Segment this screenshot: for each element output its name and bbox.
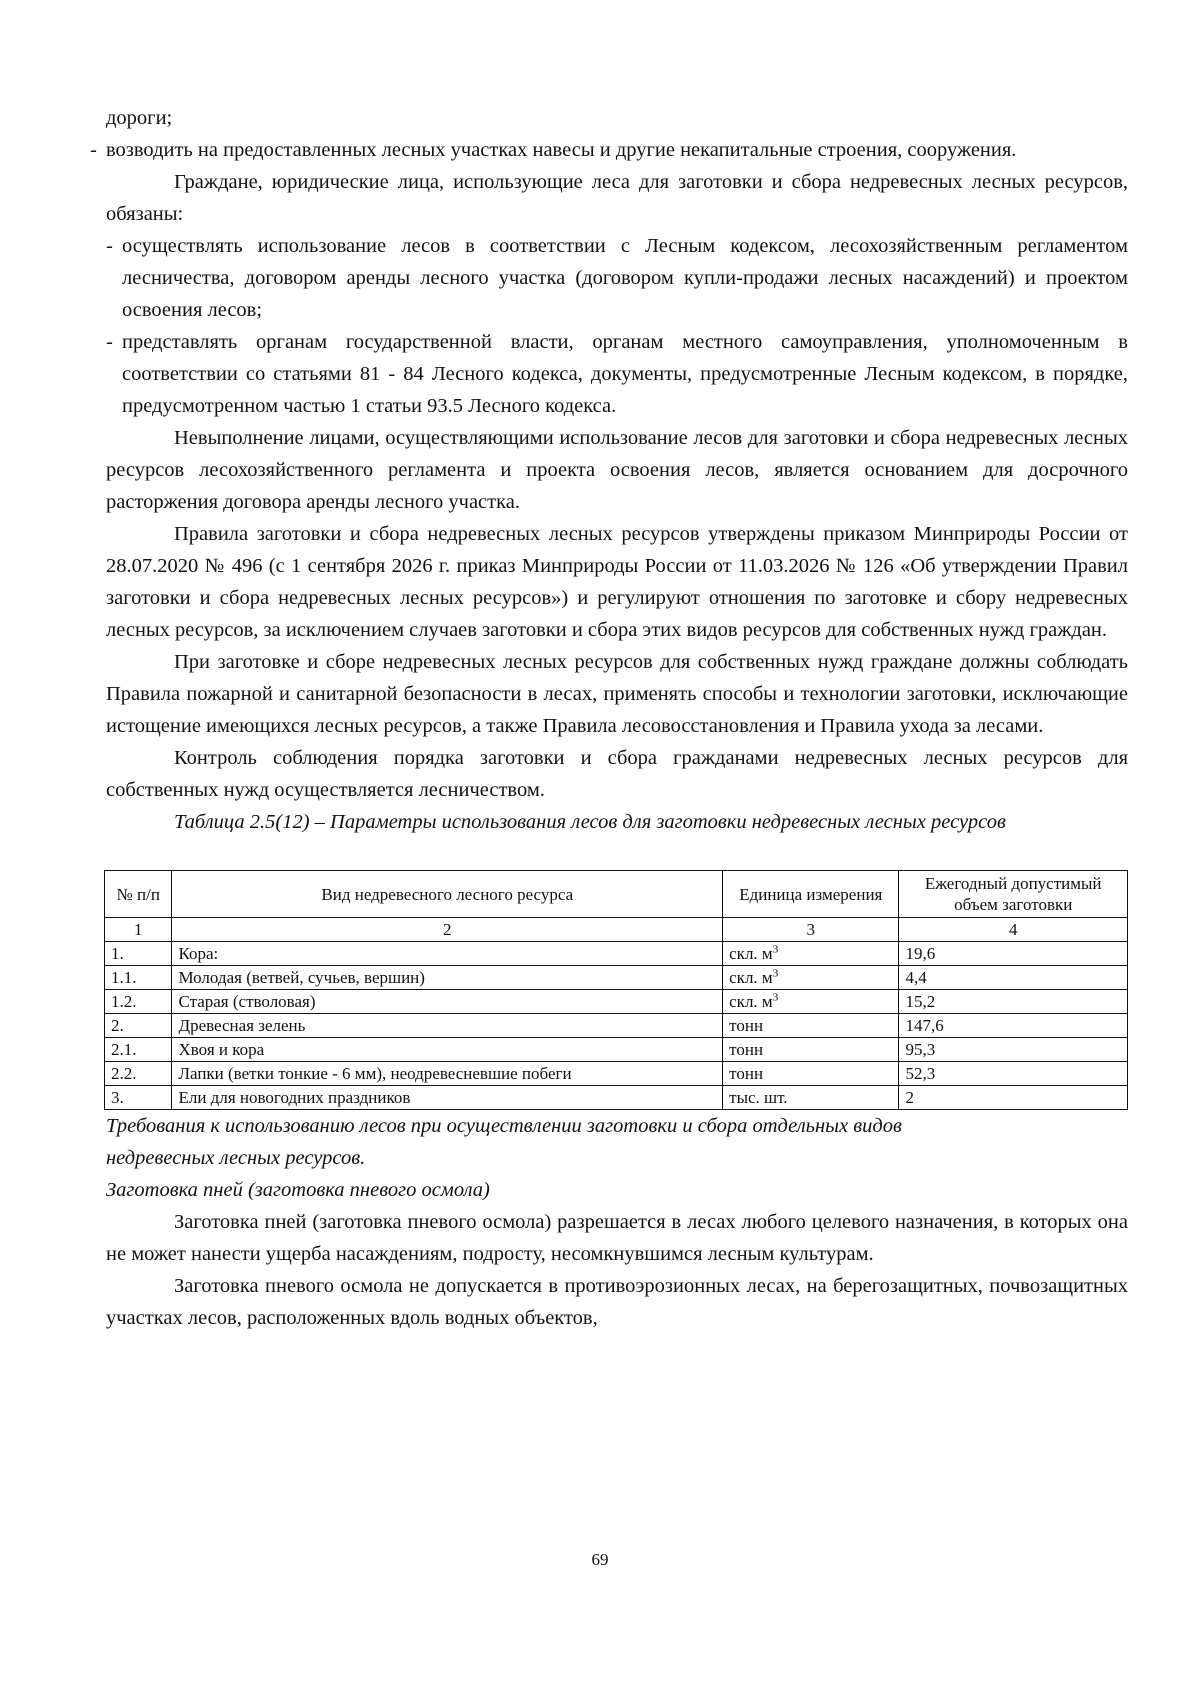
list-item-text: осуществлять использование лесов в соответствии с Лесным кодексом, лесохозяйственным регламентом лесничества, договором аренды лесного участка (договором купли-продажи лесных насаждений) и проектом освоения лесов; [122,235,1128,321]
cell-unit [723,966,899,990]
table-caption: Таблица 2.5(12) – Параметры использования лесов для заготовки недревесных лесных ресурсов [174,811,1006,833]
paragraph-stump-harvesting: Заготовка пней (заготовка пневого осмола) разрешается в лесах любого целевого назначения, в которых она не может нанести ущерба насаждениям, подросту, несомкнувшимся лесным культурам. [106,1211,1128,1265]
cell-unit: тыс. шт. [723,1086,899,1110]
dash-marker: - [90,139,97,161]
cell-number: 3. [105,1086,172,1110]
unit-text: скл. м [729,944,773,963]
table-header-row [105,871,1128,918]
table-row [105,1086,1128,1110]
column-number: 4 [899,918,1128,942]
header-volume: Ежегодный допустимый объем заготовки [899,871,1128,918]
unit-superscript: 3 [772,991,779,1004]
cell-volume: 2 [899,1086,1128,1110]
table-column-numbers-row [105,918,1128,942]
paragraph-noncompliance: Невыполнение лицами, осуществляющими использование лесов для заготовки и сбора недревесных лесных ресурсов лесохозяйственного регламента и проекта освоения лесов, является основанием для досрочного расторжения договора аренды лесного участка. [106,427,1128,513]
cell-number: 2. [105,1014,172,1038]
cell-volume: 19,6 [899,942,1128,966]
section-title-line1: Требования к использованию лесов при осуществлении заготовки и сбора отдельных видов [106,1115,902,1137]
page-content [90,102,1128,1334]
dash-marker: - [106,331,113,353]
column-number: 2 [172,918,723,942]
section-subtitle: Заготовка пней (заготовка пневого осмола) [106,1179,490,1201]
dash-marker: - [106,235,113,257]
cell-volume: 147,6 [899,1014,1128,1038]
cell-resource: Древесная зелень [172,1014,723,1038]
table-row [105,990,1128,1014]
table-row [105,966,1128,990]
cell-volume: 52,3 [899,1062,1128,1086]
table-row [105,1014,1128,1038]
section-heading [106,1110,1128,1206]
unit-text: скл. м [729,992,773,1011]
cell-resource: Старая (стволовая) [172,990,723,1014]
cell-resource: Кора: [172,942,723,966]
list-item-submit-documents [106,326,1128,422]
header-resource: Вид недревесного лесного ресурса [172,871,723,918]
cell-unit: тонн [723,1062,899,1086]
unit-superscript: 3 [772,943,779,956]
table-row [105,1062,1128,1086]
section-title-line2: недревесных лесных ресурсов. [106,1147,366,1169]
cell-unit [723,942,899,966]
cell-number: 1.2. [105,990,172,1014]
list-item-use-forests [106,230,1128,326]
table-row [105,942,1128,966]
table-row [105,1038,1128,1062]
cell-unit [723,990,899,1014]
header-unit: Единица измерения [723,871,899,918]
paragraph-rules: Правила заготовки и сбора недревесных лесных ресурсов утверждены приказом Минприроды России от 28.07.2020 № 496 (с 1 сентября 2026 г. приказ Минприроды России от 11.03.2026 № 126 «Об утверждении Правил заготовки и сбора недревесных лесных ресурсов») и регулируют отношения по заготовке и сбору недревесных лесных ресурсов, за исключением случаев заготовки и сбора этих видов ресурсов для собственных нужд граждан. [106,523,1128,641]
cell-number: 1.1. [105,966,172,990]
params-table [104,870,1128,1110]
cell-resource: Лапки (ветки тонкие - 6 мм), неодревесневшие побеги [172,1062,723,1086]
cell-unit: тонн [723,1038,899,1062]
paragraph-stump-restrictions: Заготовка пневого осмола не допускается в противоэрозионных лесах, на берегозащитных, почвозащитных участках лесов, расположенных вдоль водных объектов, [106,1275,1128,1329]
unit-text: скл. м [729,968,773,987]
column-number: 3 [723,918,899,942]
paragraph-own-needs: При заготовке и сборе недревесных лесных ресурсов для собственных нужд граждане должны соблюдать Правила пожарной и санитарной безопасности в лесах, применять способы и технологии заготовки, исключающие истощение имеющихся лесных ресурсов, а также Правила лесовосстановления и Правила ухода за лесами. [106,651,1128,737]
cell-volume: 4,4 [899,966,1128,990]
paragraph-control: Контроль соблюдения порядка заготовки и сбора гражданами недревесных лесных ресурсов для собственных нужд осуществляется лесничеством. [106,747,1128,801]
list-item-text: представлять органам государственной власти, органам местного самоуправления, уполномоченным в соответствии со статьями 81 - 84 Лесного кодекса, документы, предусмотренные Лесным кодексом, в порядке, предусмотренном частью 1 статьи 93.5 Лесного кодекса. [122,331,1128,417]
cell-resource: Хвоя и кора [172,1038,723,1062]
cell-unit: тонн [723,1014,899,1038]
list-item-build-sheds [90,134,1128,166]
cell-resource: Ели для новогодних праздников [172,1086,723,1110]
paragraph-obligations-intro: Граждане, юридические лица, использующие леса для заготовки и сбора недревесных лесных ресурсов, обязаны: [106,171,1128,225]
header-number: № п/п [105,871,172,918]
unit-superscript: 3 [772,967,779,980]
cell-volume: 15,2 [899,990,1128,1014]
cell-volume: 95,3 [899,1038,1128,1062]
cell-number: 2.2. [105,1062,172,1086]
list-item-text: возводить на предоставленных лесных участках навесы и другие некапитальные строения, сооружения. [106,139,1017,161]
cell-number: 1. [105,942,172,966]
cell-resource: Молодая (ветвей, сучьев, вершин) [172,966,723,990]
cell-number: 2.1. [105,1038,172,1062]
page-number: 69 [591,1550,609,1569]
column-number: 1 [105,918,172,942]
paragraph-roads: дороги; [106,107,173,129]
